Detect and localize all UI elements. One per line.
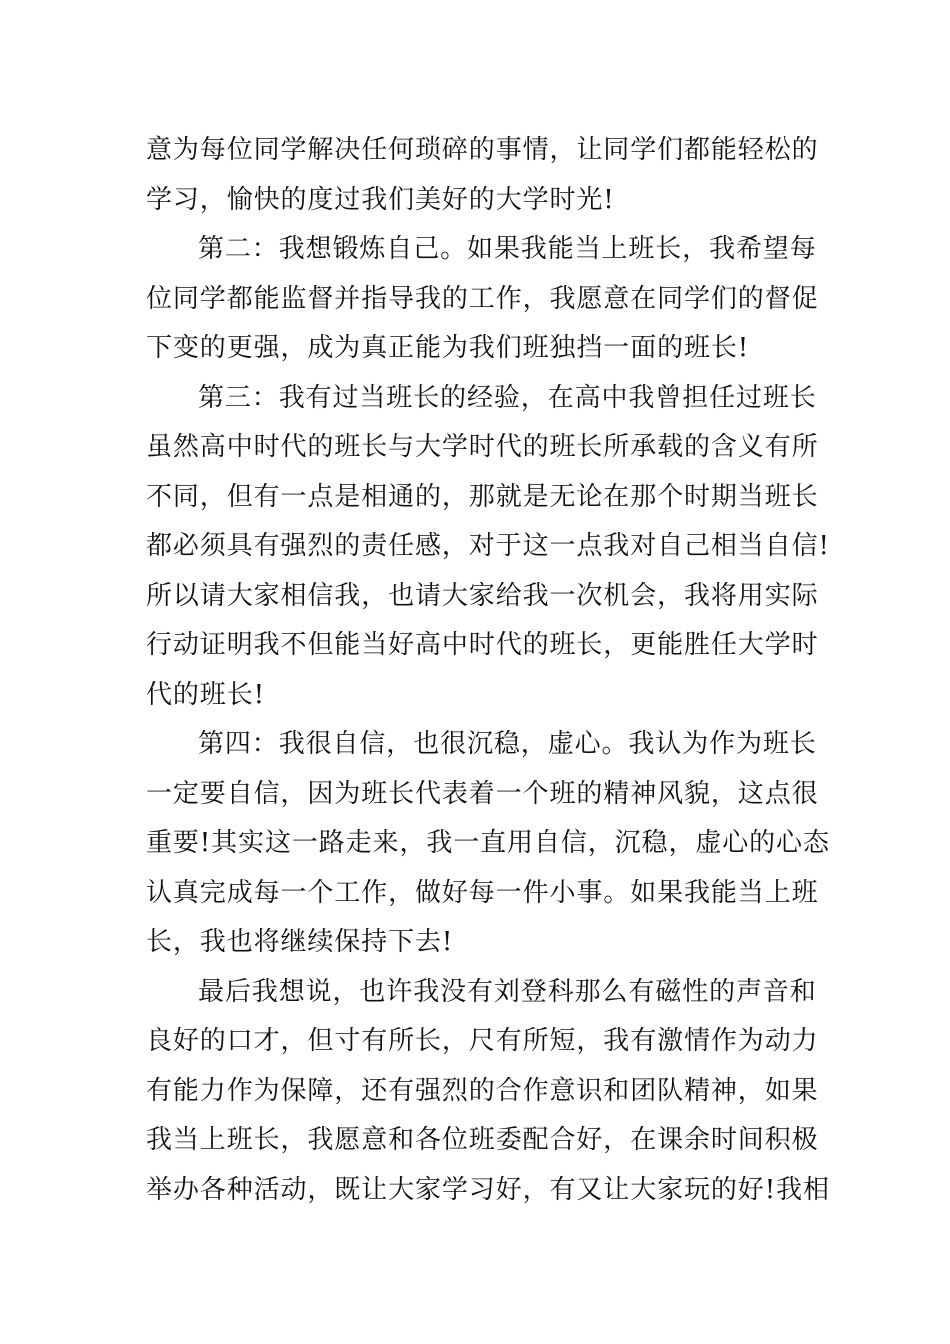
text-line: 所以请大家相信我，也请大家给我一次机会，我将用实际 — [146, 580, 819, 611]
text-line: 位同学都能监督并指导我的工作，我愿意在同学们的督促 — [146, 283, 819, 314]
body-text — [146, 126, 830, 1215]
paragraph-start-line: 第三：我有过当班长的经验，在高中我曾担任过班长 — [198, 382, 817, 413]
text-line: 虽然高中时代的班长与大学时代的班长所承载的含义有所 — [146, 432, 819, 462]
text-line: 学习，愉快的度过我们美好的大学时光! — [146, 184, 615, 215]
text-line: 有能力作为保障，还有强烈的合作意识和团队精神，如果 — [146, 1075, 819, 1106]
text-line: 一定要自信，因为班长代表着一个班的精神风貌，这点很 — [146, 778, 819, 809]
text-line: 举办各种活动，既让大家学习好，有又让大家玩的好!我相 — [146, 1174, 830, 1205]
paragraph-start-line: 第二：我想锻炼自己。如果我能当上班长，我希望每 — [198, 234, 817, 264]
text-line: 重要!其实这一路走来，我一直用自信，沉稳，虚心的心态 — [146, 828, 830, 858]
text-line: 认真完成每一个工作，做好每一件小事。如果我能当上班 — [146, 877, 819, 908]
text-line: 我当上班长，我愿意和各位班委配合好，在课余时间积极 — [146, 1125, 819, 1155]
text-line: 意为每位同学解决任何琐碎的事情，让同学们都能轻松的 — [146, 135, 819, 165]
text-line: 不同，但有一点是相通的，那就是无论在那个时期当班长 — [146, 481, 819, 512]
text-line: 都必须具有强烈的责任感，对于这一点我对自己相当自信! — [146, 531, 830, 561]
text-line: 长，我也将继续保持下去! — [146, 927, 454, 957]
text-line: 行动证明我不但能当好高中时代的班长，更能胜任大学时 — [146, 630, 819, 660]
text-line: 下变的更强，成为真正能为我们班独挡一面的班长! — [146, 333, 750, 363]
paragraph-start-line: 最后我想说，也许我没有刘登科那么有磁性的声音和 — [198, 976, 817, 1007]
text-line: 良好的口才，但寸有所长，尺有所短，我有激情作为动力 — [146, 1026, 819, 1056]
paragraph-start-line: 第四：我很自信，也很沉稳，虚心。我认为作为班长 — [198, 729, 817, 759]
text-line: 代的班长! — [146, 679, 265, 710]
